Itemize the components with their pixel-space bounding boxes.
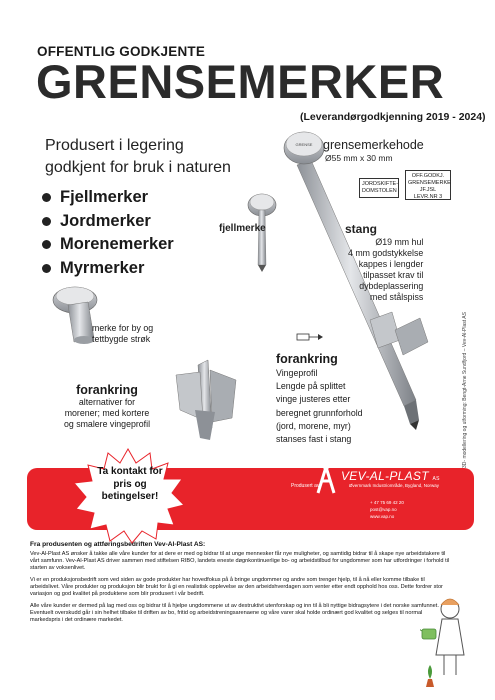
forankring-icon	[176, 360, 236, 440]
list-item: Myrmerker	[42, 257, 174, 281]
forankring-left-label: forankring	[76, 383, 138, 397]
website[interactable]: www.vap.no	[370, 513, 395, 519]
stamp-godkjent: OFF.GODKJ. GRENSEMERKE JF.JSL LEVR.NR 3	[405, 170, 451, 200]
statement-paragraph: Vi er en produksjonsbedrift som ved siden av gode produkter har hovedfokus på å bringe ungdommer og andre som trenger hjelp, til å nå eller komme tilbake til arbeidslivet. Våre produkter og produksjon blir brukt for å gi en realistisk opplevelse av den arbeidshverdagen som venter etter endt opphold hos oss. Dette fordrer stor variasjon og god kvalitet på produktene som blir produsert i vår bedrift.	[30, 577, 443, 597]
stamp-jordskifte: JORDSKIFTE- DOMSTOLEN	[359, 178, 399, 198]
approval-period: (Leverandørgodkjenning 2019 - 2024)	[300, 111, 486, 123]
forankring-left: forankring alternativer for morener; med kortere og smalere vingeprofil	[42, 383, 172, 430]
phone[interactable]: + 47 75 69 42 20	[370, 500, 404, 505]
list-item: Morenemerker	[42, 233, 174, 257]
girl-watering-plant-icon	[420, 595, 480, 695]
stang-label: stang	[345, 222, 378, 236]
brand-name: VEV-AL-PLAST AS	[341, 469, 440, 483]
top-subtitle: OFFENTLIG GODKJENTE	[37, 44, 206, 59]
list-item: Jordmerker	[42, 210, 174, 234]
design-credit: 3D- modellering og utforming: Bengt-Arne Sundfjord – Vev-Al-Plast AS	[462, 312, 468, 468]
contact-info	[370, 500, 404, 520]
svg-text:GRENSE: GRENSE	[295, 142, 313, 147]
intro-line-2: godkjent for bruk i naturen	[45, 159, 231, 176]
arrow-icon	[297, 334, 323, 340]
statement-paragraph: Alle våre kunder er dermed på lag med oss og bidrar til å hjelpe ungdommene ut av destruktivt utenforskap og inn til å bli nyttige bidragsytere i det norske samfunnet. Eventuelt overskudd går i sin helhet tilbake til driften av bo, fritid og arbeidstreningsarenaene og våre varer skal holde ordinært god kvalitet og selges til normal markedspris i det ordinære markedet.	[30, 603, 439, 623]
statement-heading: Fra produsenten og attføringsbedriften Vev-Al-Plast AS:	[30, 541, 206, 548]
forankring-right: forankring Vingeprofil Lengde på splittet vinge justeres etter beregnet grunnforhold (jord, morene, myr) stanses fast i stang	[276, 352, 363, 445]
head-label: grensemerkehode	[323, 138, 424, 152]
brand-address: Øvernmark Industriområde, Bygland, Norway	[349, 483, 440, 488]
email[interactable]: post@vap.no	[370, 506, 397, 512]
fjellmerke-label: fjellmerke	[219, 223, 266, 234]
main-title: GRENSEMERKER	[36, 55, 445, 108]
contact-callout: Ta kontakt for pris og betingelser!	[97, 466, 163, 502]
head-dimension: Ø55 mm x 30 mm	[325, 153, 393, 163]
statement-paragraph: Vev-Al-Plast AS ønsker å takke alle våre kunder for at dere er med og bidrar til at unge mennesker får nye muligheter, og samtidig bidrar til å skape nye arbeidstakere til vårt samfunn. Vev-Al-Plast AS driver sammen med stiftelsen RIBO, landets eneste døgnkontinuerlige bo- og arbeidstilbud for ungdommer som har utfordringer i forhold til starten av voksenlivet.	[30, 551, 450, 571]
produsert-av: Produsert av	[291, 483, 320, 489]
brand-logo-icon	[312, 463, 342, 499]
forankring-right-label: forankring	[276, 352, 338, 366]
company-statement	[30, 541, 450, 629]
bymerke-icon	[53, 287, 97, 344]
stang-description: Ø19 mm hul 4 mm godstykkelse kappes i lengder tilpasset krav til dybdeplassering med stålspiss	[348, 237, 424, 302]
bymerke-description: merke for by og tettbygde strøk	[92, 323, 154, 344]
intro-line-1: Produsert i legering	[45, 137, 184, 154]
list-item: Fjellmerker	[42, 186, 174, 210]
